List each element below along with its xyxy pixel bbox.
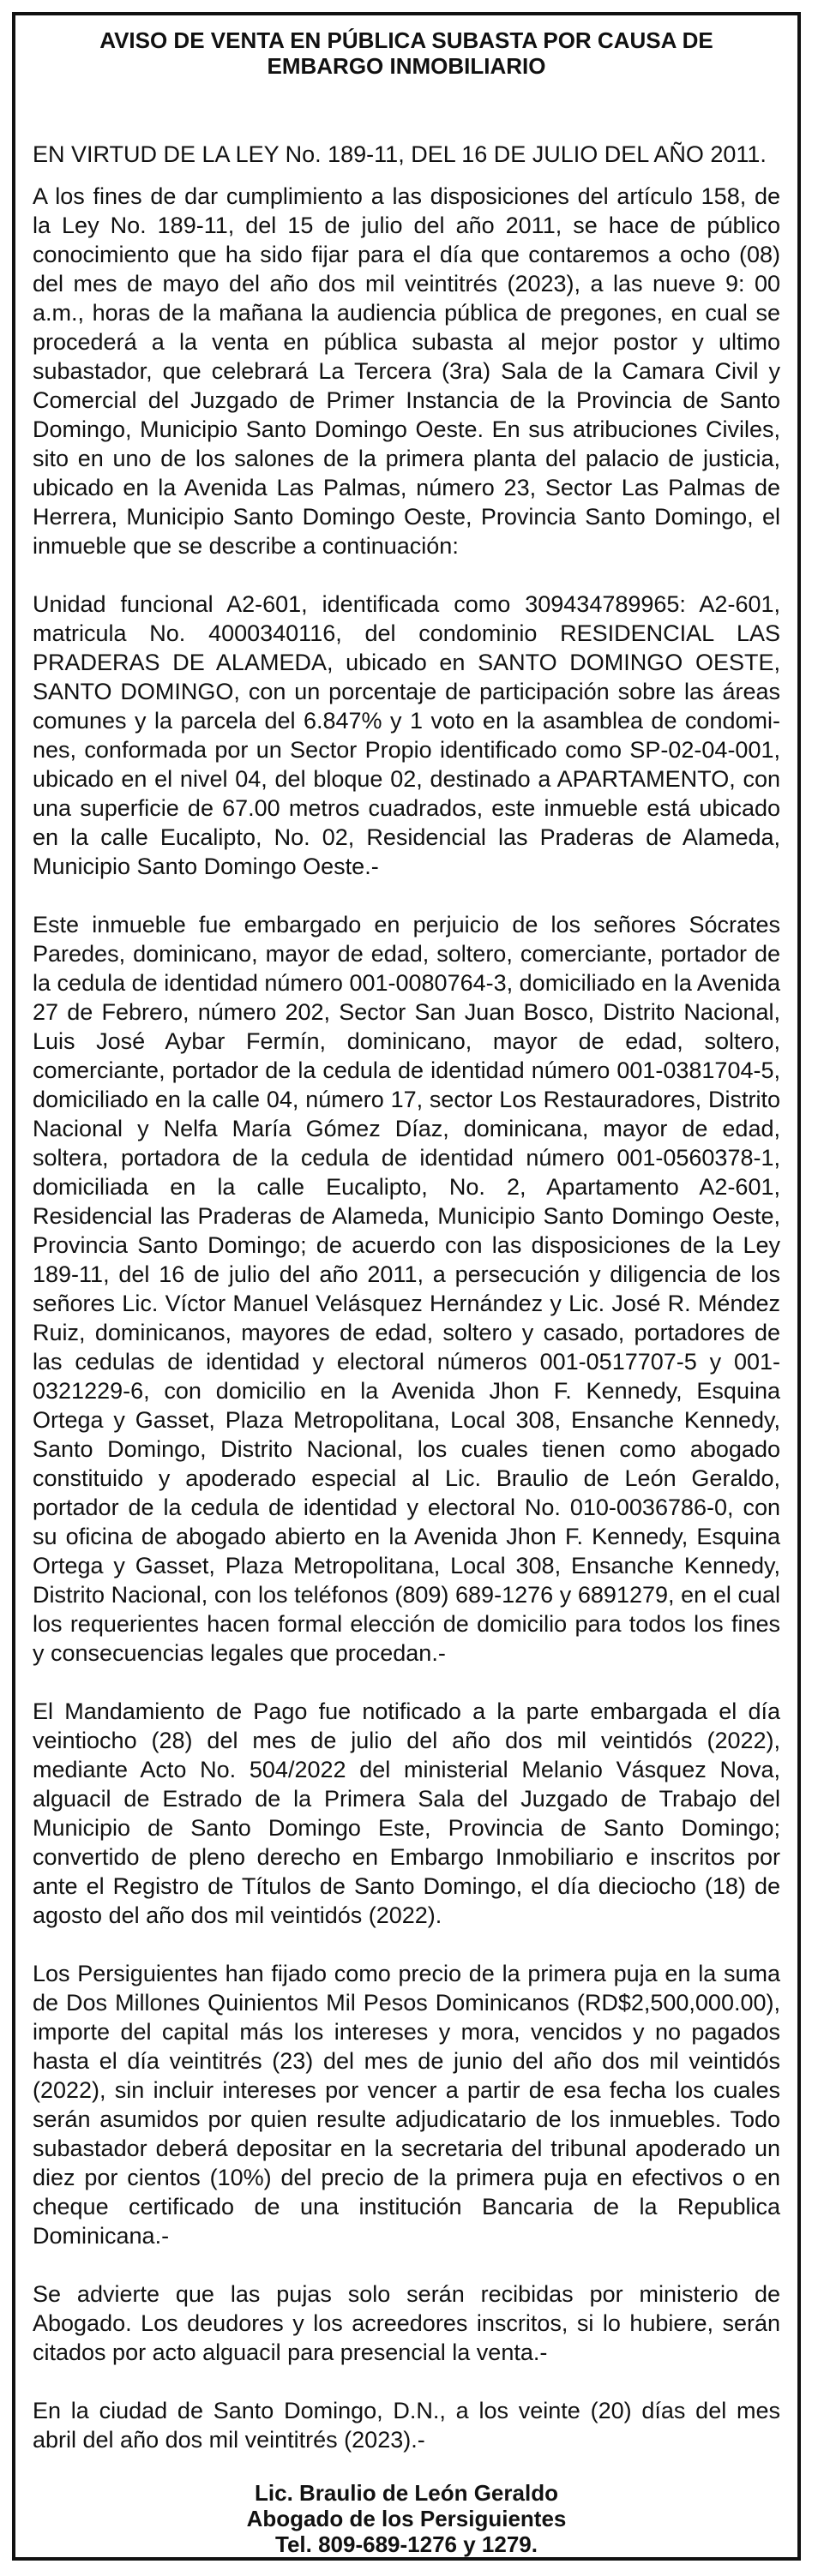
- legal-notice: [12, 12, 801, 2561]
- signature-block: [33, 2480, 780, 2557]
- paragraph-bidding-notice: Se advierte que las pujas solo serán recibidas por ministerio de Abogado. Los deudores y los acreedores inscritos, si lo hubiere, serán citados por acto alguacil para presencial la venta.-: [33, 2281, 780, 2365]
- law-reference: EN VIRTUD DE LA LEY No. 189-11, DEL 16 DE JULIO DEL AÑO 2011.: [33, 141, 767, 167]
- notice-title-line-2: EMBARGO INMOBILIARIO: [267, 53, 546, 79]
- paragraph-property-description: Unidad funcional A2-601, identificada como 309434789965: A2-601, matricula No. 4000340116, del condominio RESIDENCIAL LAS PRADERAS DE ALAMEDA, ubicado en SANTO DOMINGO OESTE, SANTO DOMINGO, con un porcentaje de participación sobre las áreas comunes y la parcela del 6.847% y 1 voto en la asamblea de condomines, conformada por un Sector Propio identificado como SP-02-04-001, ubicado en el nivel 04, del bloque 02, destinado a APARTAMENTO, con una superficie de 67.00 metros cuadrados, este inmueble está ubicado en la calle Eucalipto, No. 02, Residencial las Praderas de Alameda, Municipio Santo Domingo Oeste.-: [33, 591, 780, 879]
- notice-title-line-1: AVISO DE VENTA EN PÚBLICA SUBASTA POR CAUSA DE: [99, 27, 713, 53]
- paragraph-payment-order: El Mandamiento de Pago fue notificado a la parte embargada el día veintiocho (28) del mes de julio del año dos mil veintidós (2022), mediante Acto No. 504/2022 del ministerial Melanio Vásquez Nova, alguacil de Estrado de la Primera Sala del Juzgado de Trabajo del Municipio de Santo Domingo Este, Provincia de Santo Domingo; convertido de pleno derecho en Embargo Inmobiliario e inscritos por ante el Registro de Títulos de Santo Domingo, el día dieciocho (18) de agosto del año dos mil veintidós (2022).: [33, 1698, 780, 1928]
- paragraph-auction-announcement: A los fines de dar cumplimiento a las disposiciones del artículo 158, de la Ley No. 189-11, del 15 de julio del año 2011, se hace de público conocimiento que ha sido fijar para el día que contaremos a ocho (08) del mes de mayo del año dos mil veintitrés (2023), a las nueve 9: 00 a.m., horas de la mañana la audiencia pública de pregones, en cual se procederá a la venta en pública subasta al mejor postor y ultimo subastador, que celebrará La Tercera (3ra) Sala de la Camara Civil y Comercial del Juzgado de Primer Instancia de la Provincia de Santo Domingo, Municipio Santo Domingo Oeste. En sus atribuciones Civiles, sito en uno de los salones de la primera planta del palacio de justicia, ubicado en la Avenida Las Palmas, número 23, Sector Las Palmas de Herrera, Municipio Santo Domingo Oeste, Provincia Santo Domingo, el inmueble que se describe a continuación:: [33, 183, 780, 559]
- signature-name: Lic. Braulio de León Geraldo: [255, 2480, 558, 2506]
- paragraph-first-bid-price: Los Persiguientes han fijado como precio de la primera puja en la suma de Dos Millones Quinientos Mil Pesos Dominicanos (RD$2,500,000.00), importe del capital más los intereses y mora, vencidos y no pagados hasta el día veintitrés (23) del mes de junio del año dos mil veintidós (2022), sin incluir intereses por vencer a partir de esa fecha los cuales serán asumidos por quien resulte adjudicatario de los inmuebles. Todo subastador deberá depositar en la secretaria del tribunal apoderado un diez por cientos (10%) del precio de la primera puja en efectivos o en cheque certificado de una institución Bancaria de la Republica Dominicana.-: [33, 1961, 780, 2249]
- signature-role: Abogado de los Persiguientes: [246, 2506, 567, 2531]
- paragraph-date-place: En la ciudad de Santo Domingo, D.N., a los veinte (20) días del mes abril del año dos mil veintitrés (2023).-: [33, 2398, 780, 2453]
- signature-phone: Tel. 809-689-1276 y 1279.: [275, 2531, 538, 2557]
- notice-title: [33, 27, 780, 79]
- paragraph-seizure-parties: Este inmueble fue embargado en perjuicio de los señores Sócrates Paredes, dominicano, mayor de edad, soltero, comerciante, portador de la cedula de identidad número 001-0080764-3, domiciliado en la Avenida 27 de Febrero, número 202, Sector San Juan Bosco, Distrito Nacional, Luis José Aybar Fermín, dominicano, mayor de edad, soltero, comerciante, portador de la cedula de identidad número 001-0381704-5, domiciliado en la calle 04, número 17, sector Los Restauradores, Distrito Nacional y Nelfa María Gómez Díaz, dominicana, mayor de edad, soltera, portadora de la cedula de identidad número 001-0560378-1, domiciliada en la calle Eucalipto, No. 2, Apartamento A2-601, Residencial las Praderas de Alameda, Municipio Santo Domingo Oeste, Provincia Santo Domingo; de acuerdo con las disposiciones de la Ley 189-11, del 16 de julio del año 2011, a persecución y diligencia de los señores Lic. Víctor Manuel Velásquez Hernández y Lic. José R. Méndez Ruiz, dominicanos, mayores de edad, soltero y casado, portadores de las cedulas de identidad y electoral números 001-0517707-5 y 001-0321229-6, con domicilio en la Avenida Jhon F. Kennedy, Esquina Ortega y Gasset, Plaza Metropolitana, Local 308, Ensanche Kennedy, Santo Domingo, Distrito Nacional, los cuales tienen como abogado constituido y apoderado especial al Lic. Braulio de León Geraldo, portador de la cedula de identidad y electoral No. 010-0036786-0, con su oficina de abogado abierto en la Avenida Jhon F. Kennedy, Esquina Ortega y Gasset, Plaza Metropolitana, Local 308, Ensanche Kennedy, Distrito Nacional, con los teléfonos (809) 689-1276 y 6891279, en el cual los requerientes hacen formal elección de domicilio para todos los fines y consecuencias legales que procedan.-: [33, 912, 780, 1666]
